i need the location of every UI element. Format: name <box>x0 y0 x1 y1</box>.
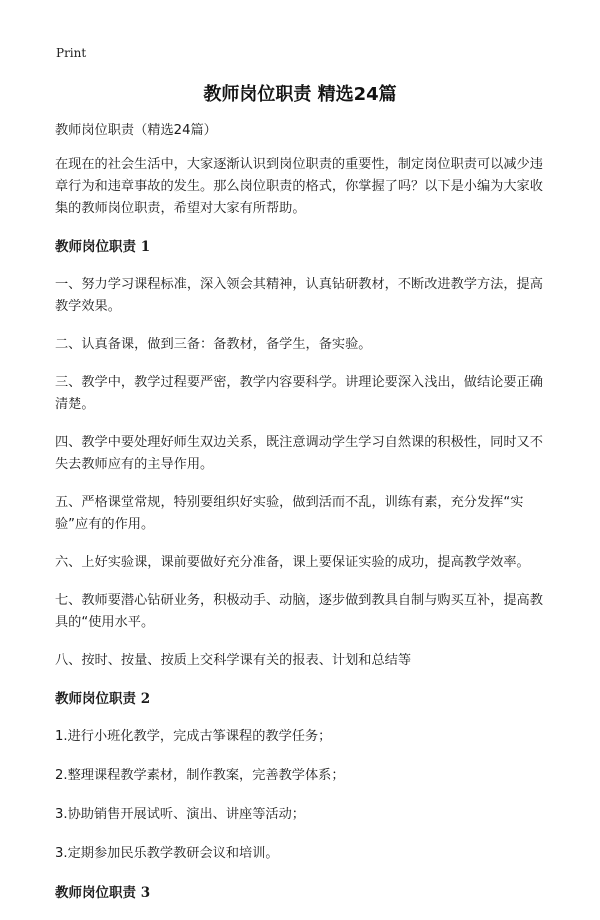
list-item: 3.定期参加民乐教学教研会议和培训。 <box>55 846 279 861</box>
list-item: 2.整理课程教学素材，制作教案，完善教学体系； <box>55 768 345 783</box>
document-body <box>55 120 547 920</box>
list-item: 一、努力学习课程标准，深入领会其精神，认真钻研教材，不断改进教学方法，提高教学效果。 <box>55 277 543 314</box>
print-label: Print <box>56 46 87 60</box>
list-item: 五、严格课堂常规，特别要组织好实验，做到活而不乱，训练有素，充分发挥“实验”应有的作用。 <box>55 495 524 532</box>
section-heading-1: 教师岗位职责 1 <box>55 239 151 255</box>
document-title: 教师岗位职责 精选24篇 <box>203 84 397 105</box>
list-item: 二、认真备课，做到三备：备教材，备学生，备实验。 <box>55 337 372 352</box>
list-item: 六、上好实验课，课前要做好充分准备，课上要保证实验的成功，提高教学效率。 <box>55 555 530 570</box>
list-item: 三、教学中，教学过程要严密，教学内容要科学。讲理论要深入浅出，做结论要正确清楚。 <box>55 375 543 412</box>
section-heading-2: 教师岗位职责 2 <box>55 691 151 707</box>
list-item: 3.协助销售开展试听、演出、讲座等活动； <box>55 807 305 822</box>
list-item: 八、按时、按量、按质上交科学课有关的报表、计划和总结等 <box>55 653 412 668</box>
intro-paragraph: 在现在的社会生活中，大家逐渐认识到岗位职责的重要性，制定岗位职责可以减少违章行为和违章事故的发生。那么岗位职责的格式，你掌握了吗？以下是小编为大家收集的教师岗位职责，希望对大家有所帮助。 <box>55 157 543 216</box>
list-item: 七、教师要潜心钻研业务，积极动手、动脑，逐步做到教具自制与购买互补，提高教具的“使用水平。 <box>55 593 543 630</box>
list-item: 四、教学中要处理好师生双边关系，既注意调动学生学习自然课的积极性，同时又不失去教师应有的主导作用。 <box>55 435 543 472</box>
list-item: 1.进行小班化教学，完成古筝课程的教学任务； <box>55 729 332 744</box>
document-subtitle: 教师岗位职责（精选24篇） <box>55 123 217 138</box>
section-heading-3: 教师岗位职责 3 <box>55 885 151 901</box>
